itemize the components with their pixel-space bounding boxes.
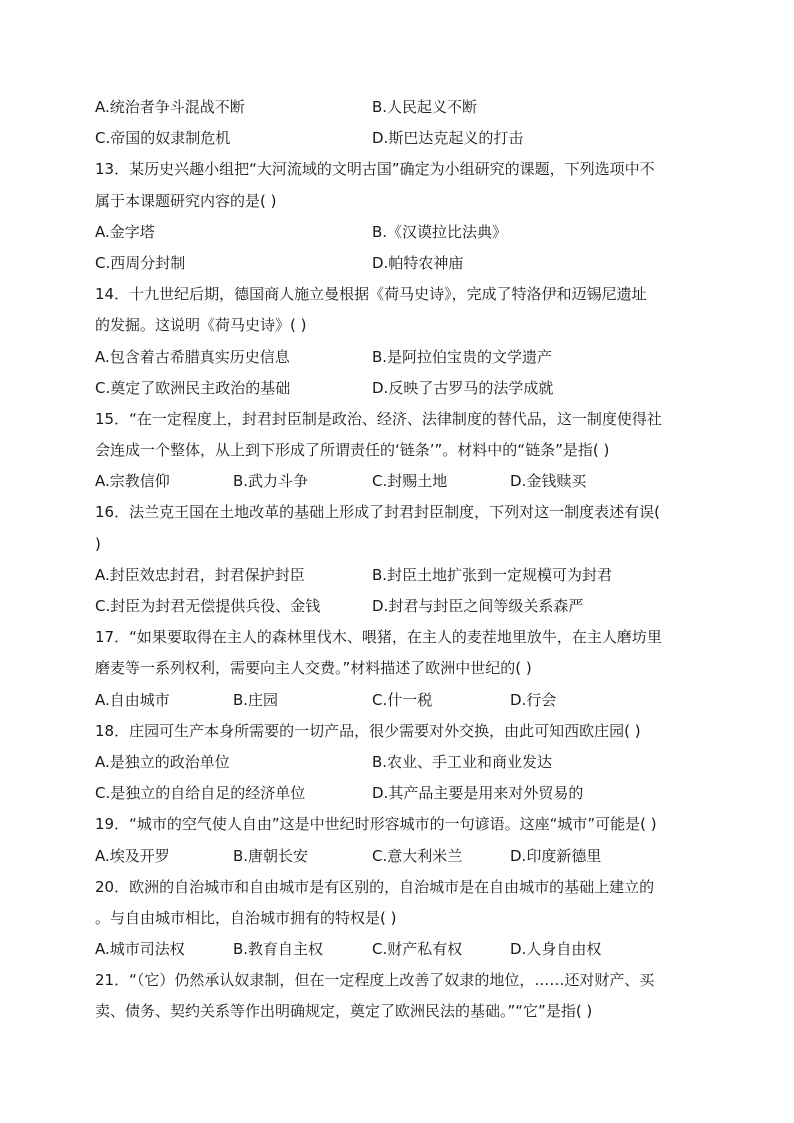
option-b: B.庄园: [233, 690, 279, 709]
option-d: D.帕特农神庙: [372, 253, 464, 272]
option-b: B.《汉谟拉比法典》: [372, 222, 508, 241]
question-20-stem-cont: 。与自由城市相比，自治城市拥有的特权是( ): [95, 908, 397, 927]
option-b: B.封臣土地扩张到一定规模可为封君: [372, 565, 613, 584]
option-a: A.封臣效忠封君，封君保护封臣: [95, 565, 305, 584]
option-b: B.唐朝长安: [233, 846, 309, 865]
option-a: A.宗教信仰: [95, 472, 170, 491]
question-17-stem-cont: 磨麦等一系列权利，需要向主人交费。”材料描述了欧洲中世纪的( ): [95, 659, 532, 678]
question-19-stem: 19．“城市的空气使人自由”这是中世纪时形容城市的一句谚语。这座“城市”可能是( ): [95, 815, 657, 834]
options-row: [95, 92, 695, 123]
option-d: D.行会: [510, 690, 557, 709]
options-row: [95, 466, 695, 497]
options-row: [95, 685, 695, 716]
option-b: B.人民起义不断: [372, 98, 478, 116]
option-c: C.什一税: [372, 690, 433, 709]
options-row: [95, 841, 695, 872]
option-a: A.金字塔: [95, 222, 155, 241]
option-d: D.人身自由权: [510, 940, 602, 959]
question-21-stem-cont: 卖、债务、契约关系等作出明确规定，奠定了欧洲民法的基础。”“它”是指( ): [95, 1002, 593, 1021]
option-b: B.农业、手工业和商业发达: [372, 752, 553, 771]
question-16-stem-cont: ): [95, 534, 101, 553]
options-row: [95, 373, 695, 404]
option-c: C.意大利米兰: [372, 846, 463, 865]
option-b: B.是阿拉伯宝贵的文学遗产: [372, 347, 553, 366]
option-c: C.封赐土地: [372, 472, 448, 491]
question-16-stem: 16．法兰克王国在土地改革的基础上形成了封君封臣制度，下列对这一制度表述有误(: [95, 503, 660, 522]
option-a: A.城市司法权: [95, 940, 185, 959]
option-a: A.包含着古希腊真实历史信息: [95, 347, 290, 366]
question-14-stem: 14．十九世纪后期，德国商人施立曼根据《荷马史诗》，完成了特洛伊和迈锡尼遗址: [95, 285, 647, 304]
question-list: [95, 92, 695, 1028]
question-17-stem: 17．“如果要取得在主人的森林里伐木、喂猪，在主人的麦茬地里放牛，在主人磨坊里: [95, 628, 662, 647]
options-row: [95, 778, 695, 809]
option-c: C.西周分封制: [95, 253, 186, 272]
option-d: D.金钱赎买: [510, 472, 587, 491]
options-row: [95, 591, 695, 622]
option-d: D.印度新德里: [510, 846, 602, 865]
option-d: D.斯巴达克起义的打击: [372, 129, 524, 148]
question-13-stem-cont: 属于本课题研究内容的是( ): [95, 191, 277, 210]
option-b: B.教育自主权: [233, 940, 324, 959]
question-14-stem-cont: 的发掘。这说明《荷马史诗》( ): [95, 316, 307, 335]
option-c: C.帝国的奴隶制危机: [95, 129, 231, 148]
options-row: [95, 934, 695, 965]
question-13-stem: 13．某历史兴趣小组把“大河流域的文明古国”确定为小组研究的课题，下列选项中不: [95, 160, 655, 179]
option-c: C.奠定了欧洲民主政治的基础: [95, 378, 291, 397]
option-a: A.统治者争斗混战不断: [95, 98, 245, 116]
option-a: A.是独立的政治单位: [95, 752, 230, 771]
question-20-stem: 20．欧洲的自治城市和自由城市是有区别的，自治城市是在自由城市的基础上建立的: [95, 877, 655, 896]
options-row: [95, 560, 695, 591]
option-c: C.是独立的自给自足的经济单位: [95, 784, 306, 803]
question-15-stem: 15．“在一定程度上，封君封臣制是政治、经济、法律制度的替代品，这一制度使得社: [95, 409, 662, 428]
option-c: C.财产私有权: [372, 940, 463, 959]
option-a: A.埃及开罗: [95, 846, 170, 865]
option-d: D.其产品主要是用来对外贸易的: [372, 784, 584, 803]
question-18-stem: 18．庄园可生产本身所需要的一切产品，很少需要对外交换，由此可知西欧庄园( ): [95, 721, 641, 740]
option-b: B.武力斗争: [233, 472, 309, 491]
options-row: [95, 248, 695, 279]
option-d: D.反映了古罗马的法学成就: [372, 378, 554, 397]
option-c: C.封臣为封君无偿提供兵役、金钱: [95, 597, 321, 615]
options-row: [95, 217, 695, 248]
option-d: D.封君与封臣之间等级关系森严: [372, 597, 584, 615]
options-row: [95, 342, 695, 373]
question-15-stem-cont: 会连成一个整体，从上到下形成了所谓责任的‘链条’”。材料中的“链条”是指( ): [95, 441, 610, 460]
options-row: [95, 123, 695, 154]
options-row: [95, 747, 695, 778]
option-a: A.自由城市: [95, 690, 170, 709]
question-21-stem: 21．“（它）仍然承认奴隶制，但在一定程度上改善了奴隶的地位，……还对财产、买: [95, 971, 655, 990]
